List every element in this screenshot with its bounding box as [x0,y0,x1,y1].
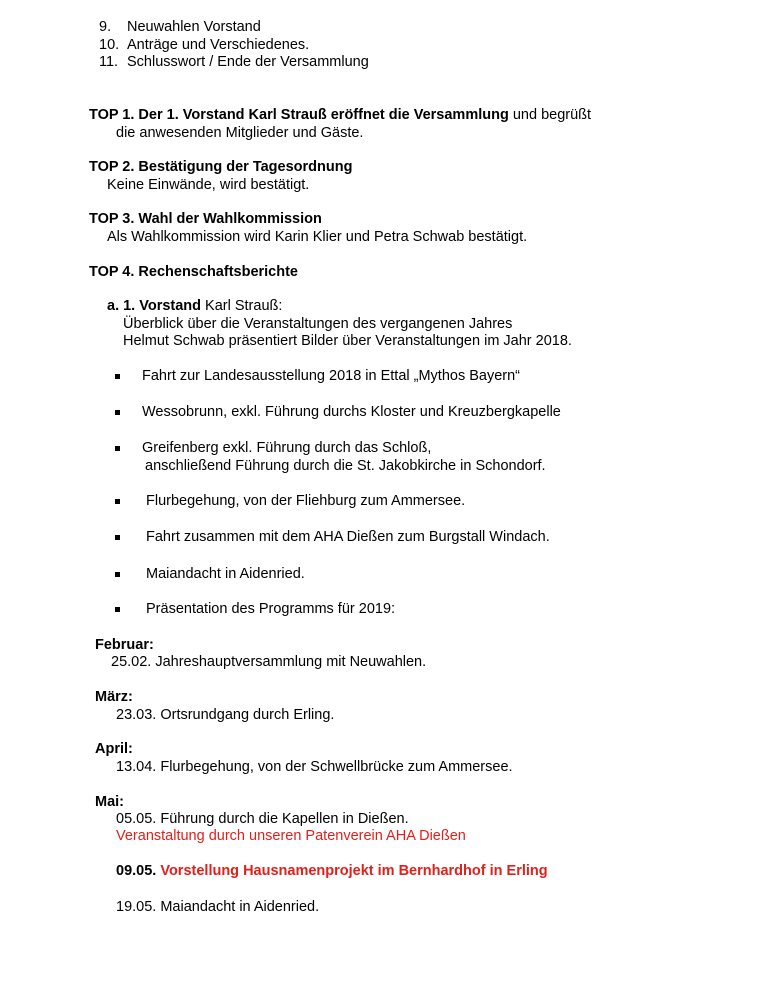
program-entry: 25.02. Jahreshauptversammlung mit Neuwahlen. [111,654,427,670]
program-highlight-text: Vorstellung Hausnamenprojekt im Bernhardhof in Erling [156,863,548,879]
month-label-may: Mai: [95,794,124,810]
top1-tail: und begrüßt [508,107,592,123]
bullet-marker [115,410,120,415]
bullet-marker [115,499,120,504]
bullet-item: Fahrt zur Landesausstellung 2018 in Ettal „Mythos Bayern“ [142,368,521,384]
program-entry: 23.03. Ortsrundgang durch Erling. [116,707,335,723]
bullet-marker [115,535,120,540]
bullet-item: Greifenberg exkl. Führung durch das Schloß, [142,440,432,456]
bullet-item: Flurbegehung, von der Fliehburg zum Ammersee. [146,493,466,509]
top2-heading: TOP 2. Bestätigung der Tagesordnung [89,159,353,175]
program-entry-highlight [116,862,548,880]
bullet-marker [115,374,120,379]
bullet-marker [115,446,120,451]
month-label-february: Februar: [95,637,154,653]
top4-a-bold: a. 1. Vorstand [107,298,202,314]
program-date: 09.05. [116,863,157,879]
agenda-text: Anträge und Verschiedenes. [127,37,310,53]
agenda-item-10 [99,36,309,54]
agenda-text: Schlusswort / Ende der Versammlung [127,54,369,70]
top1-line2: die anwesenden Mitglieder und Gäste. [116,125,364,141]
bullet-marker [115,607,120,612]
top3-heading: TOP 3. Wahl der Wahlkommission [89,211,322,227]
agenda-item-11 [99,53,369,71]
program-entry: 13.04. Flurbegehung, von der Schwellbrücke zum Ammersee. [116,759,513,775]
top4-a-line3: Helmut Schwab präsentiert Bilder über Veranstaltungen im Jahr 2018. [123,333,572,349]
bullet-item-continuation: anschließend Führung durch die St. Jakobkirche in Schondorf. [145,458,546,474]
agenda-number: 9. [99,19,112,35]
agenda-text: Neuwahlen Vorstand [127,19,261,35]
top1-bold: TOP 1. Der 1. Vorstand Karl Strauß eröffnet die Versammlung [89,107,509,123]
month-label-april: April: [95,741,133,757]
bullet-item: Fahrt zusammen mit dem AHA Dießen zum Burgstall Windach. [146,529,550,545]
bullet-item: Maiandacht in Aidenried. [146,566,305,582]
bullet-item: Präsentation des Programms für 2019: [146,601,396,617]
top4-a-heading [107,297,282,315]
top2-line2: Keine Einwände, wird bestätigt. [107,177,310,193]
top4-heading: TOP 4. Rechenschaftsberichte [89,264,298,280]
top4-a-line2: Überblick über die Veranstaltungen des vergangenen Jahres [123,316,513,332]
program-entry: 05.05. Führung durch die Kapellen in Dießen. [116,811,409,827]
top4-a-rest: Karl Strauß: [201,298,283,314]
program-note-highlight: Veranstaltung durch unseren Patenverein AHA Dießen [116,828,466,844]
month-label-march: März: [95,689,133,705]
agenda-number: 10. [99,37,120,53]
agenda-item-9 [99,18,261,36]
top3-line2: Als Wahlkommission wird Karin Klier und Petra Schwab bestätigt. [107,229,528,245]
bullet-marker [115,572,120,577]
top1-heading [89,106,591,124]
bullet-item: Wessobrunn, exkl. Führung durchs Kloster und Kreuzbergkapelle [142,404,561,420]
agenda-number: 11. [99,54,119,70]
program-entry: 19.05. Maiandacht in Aidenried. [116,899,320,915]
